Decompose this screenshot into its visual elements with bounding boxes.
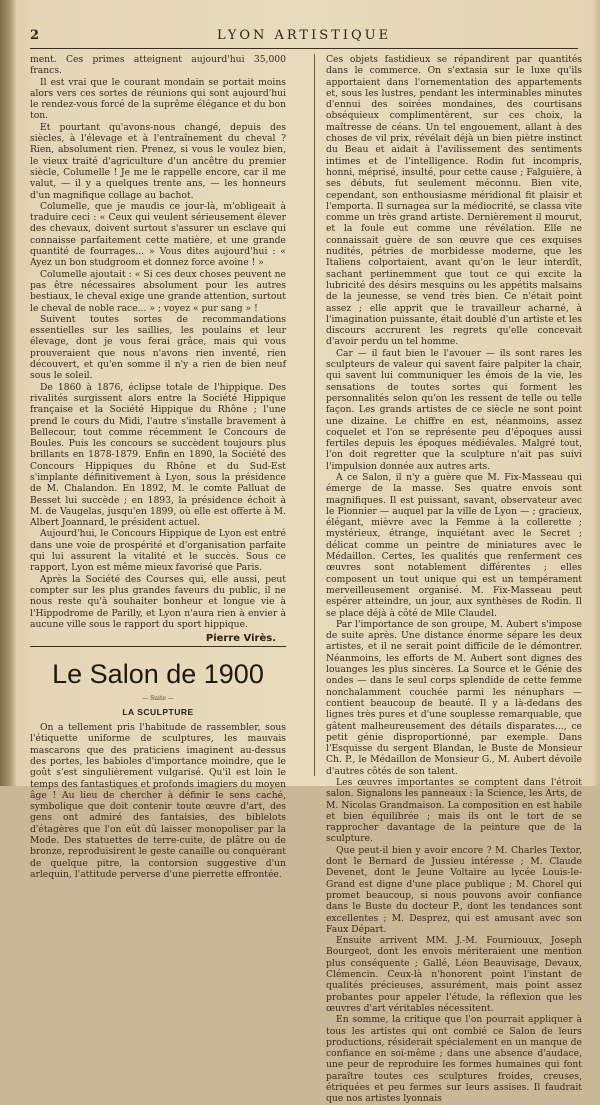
article-continuation: — Suite —	[142, 695, 174, 703]
paragraph: En somme, la critique que l'on pourrait appliquer à tous les artistes qui ont combié ce Salon de leurs productions, résiderait spécialement en un manque de confiance en soi-même ; dans une absence d'audace, une peur de reproduire les formes humaines qui font paraître toutes ces sculptures froides, creuses, étriquées et peu fermes sur leurs assises. Il faudrait que nos artistes lyonnais	[326, 1014, 582, 1105]
salon-article-body	[30, 722, 286, 880]
paragraph: Columelle ajoutait : « Si ces deux choses peuvent ne pas être nécessaires absolument pour les autres bestiaux, le cheval exige une grande attention, surtout le cheval de noble race... » ; voyez « pur sang » !	[30, 268, 286, 314]
horse-article-body	[30, 54, 286, 630]
paragraph: Columelle, que je maudis ce jour-là, m'obligeait à traduire ceci : « Ceux qui veulent sérieusement élever des chevaux, doivent surtout s'assurer un esclave qui connaisse parfaitement cette matière, et une grande quantité de fourrages... » Vous dites aujourd'hui : « Ayez un bon studgroom et donnez force avoine ! »	[30, 200, 286, 269]
paragraph: Ensuite arrivent MM. J.-M. Fourniouux, Joseph Bourgeot, dont les envois mériteraient une mention plus conséquente ; Gallé, Léon Beauvisage, Devaux, Clémencin. Ceux-là n'honorent point l'instant de qualités précieuses, assurément, mais point assez probantes pour appeler l'étude, la réflexion que les œuvres d'art véritables nécessitent.	[326, 935, 582, 1014]
paragraph: Que peut-il bien y avoir encore ? M. Charles Textor, dont le Bernard de Jussieu intéresse ; M. Claude Devenet, dont le Jeune Voltaire au lycée Louis-le-Grand est digne d'une place publique ; M. Chorel qui promet beaucoup, si nous pouvons avoir confiance dans le Buste du docteur P., dont les tendances sont excellentes ; M. Desprez, qui est amusant avec son Faux Départ.	[326, 844, 582, 935]
paragraph: Suivent toutes sortes de recommandations essentielles sur les saillies, les poulains et leur élevage, dont je vous ferai grâce, mais qui vous prouveraient que nous n'avons rien inventé, rien découvert, et qu'en somme il n'y a rien de bien neuf sous le soleil.	[30, 313, 286, 382]
paragraph: Aujourd'hui, le Concours Hippique de Lyon est entré dans une voie de prospérité et d'organisation parfaite qui lui assurent la vitalité et le succès. Sous ce rapport, Lyon est même mieux favorisé que Paris.	[30, 528, 286, 574]
article-divider	[30, 646, 286, 647]
author-signature: Pierre Virès.	[205, 633, 276, 645]
journal-title: LYON ARTISTIQUE	[216, 28, 392, 43]
article-title: Le Salon de 1900	[52, 659, 264, 690]
paragraph: On a tellement pris l'habitude de rassembler, sous l'étiquette uniforme de sculptures, les mauvais mascarons que des praticiens imaginent au-dessus des portes, les babioles d'importance moindre, que le goût s'est singulièrement vulgarisé. Qu'il est loin le temps des fantastiques et profonds imagiers du moyen âge ! Au lieu de chercher à définir le sens caché, symbolique que doit contenir toute œuvre d'art, des gens ont admiré des fantaisies, des biblelots d'étagères que l'on eût dû laisser monopoliser par la Mode. Des statuettes de terre-cuite, de plâtre ou de bronze, reproduisirent le geste canaille ou conquérant de quelque pitre, la contorsion suggestive d'un arlequin, l'attitude perverse d'une pierrette effrontée.	[30, 722, 286, 880]
page-header	[30, 26, 578, 49]
section-heading: LA SCULPTURE	[122, 706, 194, 717]
left-column	[30, 54, 286, 880]
right-column	[326, 54, 582, 1105]
paragraph: Il est vrai que le courant mondain se portait moins alors vers ces sortes de réunions qui sont aujourd'hui le rendez-vous forcé de la suprême élégance et du bon ton.	[30, 76, 286, 122]
book-spine	[0, 0, 16, 786]
page-number: 2	[30, 28, 40, 43]
paragraph: ment. Ces primes atteignent aujourd'hui 35,000 francs.	[30, 54, 286, 77]
paragraph: Après la Société des Courses qui, elle aussi, peut compter sur les plus grandes faveurs du public, il ne nous reste qu'à souhaiter bonheur et longue vie à l'Hippodrome de Parilly, et Lyon n'aura rien à envier à aucune ville sous le rapport du sport hippique.	[30, 573, 286, 630]
salon-article-continued	[326, 54, 582, 1105]
column-divider	[314, 54, 315, 776]
paragraph: Les œuvres importantes se comptent dans l'étroit salon. Signalons les panneaux : la Science, les Arts, de M. Nicolas Grandmaison. La composition en est habile et bien équilibrée ; mais ils ont le tort de se rapprocher davantage de la peinture que de la sculpture.	[326, 777, 582, 845]
paragraph: Et pourtant qu'avons-nous changé, depuis des siècles, à l'élevage et à l'entraînement du cheval ? Rien, absolument rien. Prenez, si vous le voulez bien, le vieux traité d'agriculture d'un ancêtre du premier siècle, Columelle ! Je me le rappelle encore, car il me valut, — il y a quelques trente ans, — les honneurs d'un magnifique collage au bachot.	[30, 121, 286, 201]
paragraph: De 1860 à 1876, éclipse totale de l'hippique. Des rivalités surgissent alors entre la Société Hippique française et la Société Hippique du Rhône ; l'une prend le cours du Midi, l'autre s'installe bravement à Bellecour, tout comme récemment le Concours de Boules. Puis les concours se succèdent toujours plus brillants en 1878-1879. Enfin en 1890, la Société des Concours Hippiques du Rhône et du Sud-Est s'implante définitivement à Lyon, sous la présidence de M. Chalandon. En 1892, M. le comte Palluat de Besset lui succède ; en 1893, la présidence échoit à M. de Vaugelas, jusqu'en 1899, où elle est offerte à M. Albert Joannard, le président actuel.	[30, 381, 286, 529]
paragraph: Car — il faut bien le l'avouer — ils sont rares les sculpteurs de valeur qui savent faire palpiter la chair, qui savent lui communiquer les émois de la vie, les sensations de toutes sortes qui forment les personnalités selon qu'on les ressent de telle ou telle façon. Les grands artistes de ce siècle ne sont point une dizaine. Le chiffre en est, néanmoins, assez coquelet et l'on se représente peu d'époques aussi fertiles depuis les époques médiévales. Malgré tout, l'on doit regretter que la sculpture n'ait pas suivi l'impulsion donnée aux autres arts.	[326, 347, 582, 472]
paragraph: Par l'importance de son groupe, M. Aubert s'impose de suite après. Une distance énorme sépare les deux artistes, et il ne serait point difficile de le démontrer. Néanmoins, les efforts de M. Aubert sont dignes des louanges les plus sincères. La Source et le Génie des ondes — dans le seul corps splendide de cette femme nonchalamment couchée parmi les nénuphars — contient beaucoup de beauté. Il y a là-dedans des lignes très pures et d'une souplesse remarquable, que gâtent malheureusement des détails disparates..., ce petit génie disproportionné, par exemple. Dans l'Esquisse du sergent Blandan, le Buste de Monsieur Ch. P., le Médaillon de Monsieur G., M. Aubert dévoile d'autres côtés de son talent.	[326, 618, 582, 777]
paragraph: Ces objets fastidieux se répandirent par quantités dans le commerce. On s'extasia sur le luxe qu'ils apportaient dans l'ornementation des appartements et, sous les lustres, pendant les interminables minutes d'ennui des soirées mondaines, des courtisans obséquieux complimentèrent, sur ces choix, la maîtresse de céans. Un tel engouement, allant à des choses de vil prix, révélait déjà un bien piètre instinct du Beau et aidait à l'avilissement des sentiments intimes et de l'intelligence. Rodin fut incompris, honni, méprisé, insulté, pour cette cause ; Falguière, à ses débuts, fut seulement méconnu. Bien vite, cependant, son enthousiasme méridional fit plaisir et l'emporta. Il surnagea sur la médiocrité, se classa vite comme un très grand artiste. Dernièrement il mourut, et la foule eut comme une révélation. Elle ne connaissait guère de son œuvre que ces exquises nudités, pétries de morbidesse moderne, que les Italiens colportaient, avant qu'on le leur interdît, sachant pertinemment que tout ce qui excite la lubricité des désirs mesquins ou les appétits malsains de la jeunesse, se vend très bien. Ce n'était point assez ; elle apprit que le travailleur acharné, à l'imagination puissante, était doublé d'un artiste et les discours accrurent les regrets qu'elle concevait d'avoir perdu un tel homme.	[326, 54, 582, 348]
paragraph: A ce Salon, il n'y a guère que M. Fix-Masseau qui émerge de la masse. Ses quatre envois sont magnifiques. Il est puissant, savant, observateur avec le Pionnier — auquel par la ville de Lyon — ; gracieux, élégant, mièvre avec la Femme à la collerette ; mystérieux, étrange, inquiétant avec le Secret ; délicat comme un peintre de miniatures avec le Médaillon. Certes, les qualités que renferment ces œuvres sont notablement différentes ; elles composent un tout unique qui est un tempérament merveilleusement organisé. M. Fix-Masseau peut espérer atteindre, un jour, aux synthèses de Rodin. Il se place déjà à côté de Mlle Claudel.	[326, 471, 582, 619]
page-edge	[592, 0, 600, 786]
